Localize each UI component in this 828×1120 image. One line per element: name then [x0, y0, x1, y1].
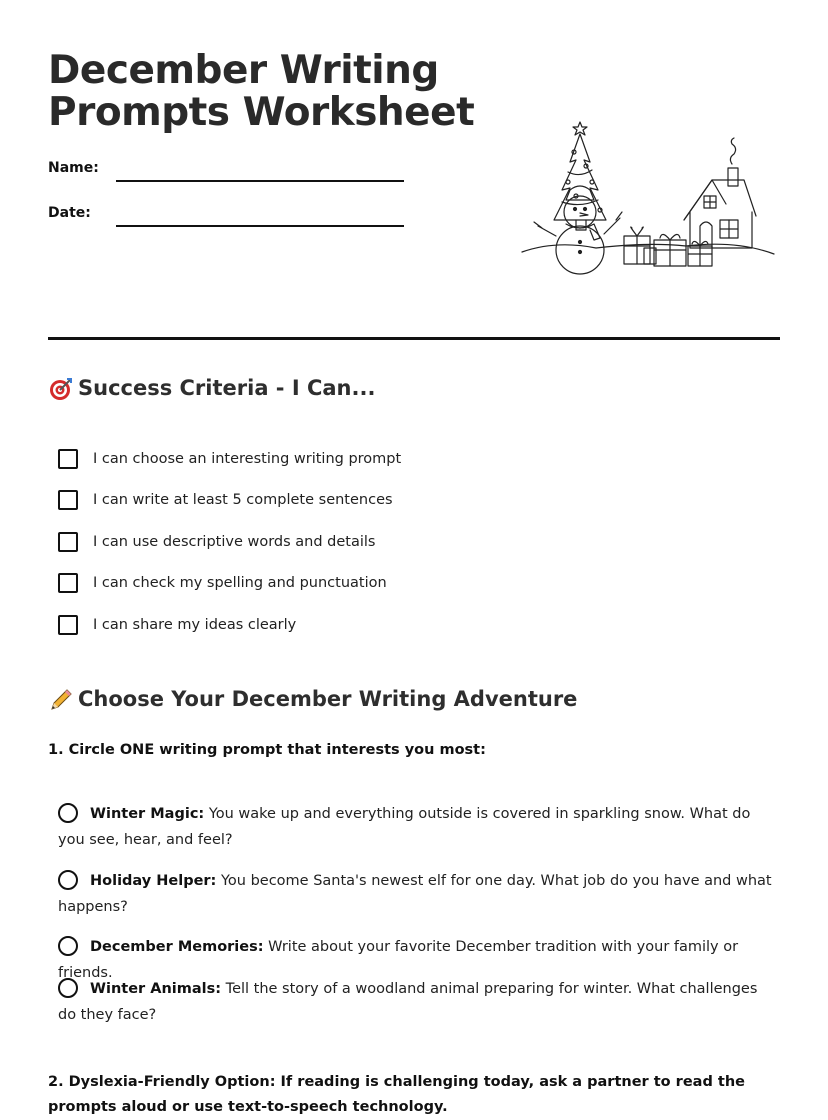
- success-criteria-title: Success Criteria - I Can...: [78, 376, 376, 400]
- prompt-text: You become Santa's newest elf for one day. What job do you have and what happens?: [58, 873, 772, 915]
- prompt-text: Write about your favorite December tradition with your family or friends.: [58, 939, 739, 981]
- target-icon: [48, 376, 78, 402]
- checkbox[interactable]: [58, 449, 78, 469]
- checkbox[interactable]: [58, 573, 78, 593]
- prompt-title: Winter Animals:: [90, 981, 222, 997]
- criteria-text: I can share my ideas clearly: [93, 617, 297, 633]
- adventure-heading: [48, 687, 577, 713]
- radio-button[interactable]: [58, 870, 78, 890]
- worksheet-title: [48, 50, 474, 134]
- name-label: Name:: [48, 160, 99, 176]
- checkbox[interactable]: [58, 532, 78, 552]
- prompt-option[interactable]: [58, 801, 780, 853]
- title-line-2: Prompts Worksheet: [48, 90, 475, 135]
- house-icon: [684, 138, 756, 248]
- checkbox[interactable]: [58, 615, 78, 635]
- criteria-text: I can write at least 5 complete sentences: [93, 492, 393, 508]
- prompt-title: Holiday Helper:: [90, 873, 217, 889]
- criteria-text: I can choose an interesting writing prompt: [93, 451, 402, 467]
- criteria-text: I can check my spelling and punctuation: [93, 575, 387, 591]
- checkbox[interactable]: [58, 490, 78, 510]
- radio-button[interactable]: [58, 978, 78, 998]
- christmas-tree-icon: [554, 122, 606, 230]
- name-field[interactable]: [116, 180, 404, 182]
- prompt-text: Tell the story of a woodland animal preparing for winter. What challenges do they face?: [58, 981, 758, 1023]
- date-label: Date:: [48, 205, 91, 221]
- prompt-title: Winter Magic:: [90, 806, 205, 822]
- section-divider: [48, 337, 780, 340]
- presents-icon: [624, 227, 712, 266]
- prompt-title: December Memories:: [90, 939, 264, 955]
- winter-scene-illustration: [516, 116, 778, 282]
- criteria-item[interactable]: [58, 613, 296, 637]
- prompt-option[interactable]: [58, 868, 780, 920]
- adventure-title: Choose Your December Writing Adventure: [78, 687, 578, 711]
- date-field[interactable]: [116, 225, 404, 227]
- question-1: 1. Circle ONE writing prompt that interests you most:: [48, 742, 486, 758]
- criteria-item[interactable]: [58, 488, 393, 512]
- criteria-item[interactable]: [58, 530, 376, 554]
- criteria-text: I can use descriptive words and details: [93, 534, 376, 550]
- pencil-icon: [48, 687, 78, 713]
- prompt-option[interactable]: [58, 976, 780, 1028]
- radio-button[interactable]: [58, 936, 78, 956]
- criteria-item[interactable]: [58, 571, 387, 595]
- question-2: 2. Dyslexia-Friendly Option: If reading is challenging today, ask a partner to read the prompts aloud or use text-to-speech technology.: [48, 1074, 745, 1115]
- success-criteria-heading: [48, 376, 375, 402]
- title-line-1: December Writing: [48, 48, 439, 93]
- radio-button[interactable]: [58, 803, 78, 823]
- prompt-text: You wake up and everything outside is covered in sparkling snow. What do you see, hear, and feel?: [58, 806, 751, 848]
- criteria-item[interactable]: [58, 447, 401, 471]
